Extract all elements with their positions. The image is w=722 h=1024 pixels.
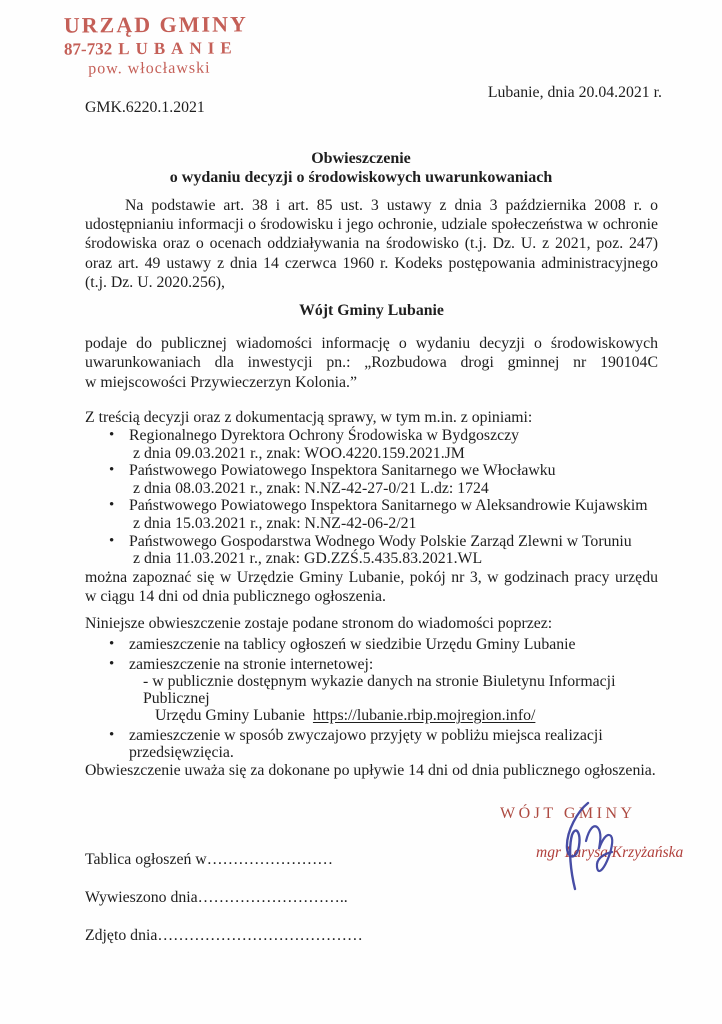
website-url-link[interactable]: https://lubanie.rbip.mojregion.info/ [312, 707, 536, 725]
posted-date-line: Wywieszono dnia……………………….. [85, 889, 348, 906]
stamp-district: pow. włocławski [88, 59, 211, 78]
signature-scribble [542, 799, 622, 894]
stamp-address-line [64, 39, 248, 57]
document-title: Obwieszczenie [311, 150, 411, 167]
signature-name: mgr Larysa Krzyżańska [536, 844, 684, 861]
distribution-list [85, 636, 658, 761]
stamp-city: LUBANIE [118, 38, 238, 59]
opinion-item [129, 427, 658, 462]
opinion-detail: z dnia 08.03.2021 r., znak: N.NZ-42-27-0/21 L.dz: 1724 [133, 479, 489, 497]
case-number: GMK.6220.1.2021 [85, 99, 205, 116]
authority-heading: Wójt Gminy Lubanie [299, 302, 444, 320]
document-title-block [0, 150, 722, 187]
opinion-item [129, 462, 658, 497]
signature-title: WÓJT GMINY [500, 805, 636, 822]
opinions-intro: Z treścią decyzji oraz z dokumentacją sprawy, w tym m.in. z opiniami: [85, 408, 533, 426]
opinion-name: • Regionalnego Dyrektora Ochrony Środowiska w Bydgoszczy [129, 427, 520, 445]
signature-block [500, 805, 684, 862]
legal-basis-paragraph: Na podstawie art. 38 i art. 85 ust. 3 ustawy z dnia 3 października 2008 r. o udostępnianiu informacji o środowisku i jego ochronie, udziale społeczeństwa w ochronie środowiska oraz o ocenach oddziaływania na środowisko (t.j. Dz. U. z 2021, poz. 247) oraz art. 49 ustawy z dnia 14 czerwca 1960 r. Kodeks postępowania administracyjnego (t.j. Dz. U. 2020.256), [85, 197, 658, 291]
opinion-item [129, 533, 658, 568]
opinion-detail: z dnia 11.03.2021 r., znak: GD.ZZŚ.5.435.83.2021.WL [133, 550, 483, 568]
removed-date-line: Zdjęto dnia………………………………… [85, 927, 363, 944]
opinions-list [85, 427, 658, 568]
stamp-postal-code: 87-732 [63, 39, 113, 59]
closing-paragraph: Obwieszczenie uważa się za dokonane po upływie 14 dni od dnia publicznego ogłoszenia. [85, 762, 656, 780]
stamp-org-name: URZĄD GMINY [63, 11, 248, 38]
office-stamp [64, 13, 248, 77]
dateline: Lubanie, dnia 20.04.2021 r. [487, 84, 662, 101]
document-subtitle: o wydaniu decyzji o środowiskowych uwarunkowaniach [169, 168, 553, 186]
opinion-detail: z dnia 15.03.2021 r., znak: N.NZ-42-06-2/21 [133, 515, 417, 532]
document-body [85, 196, 658, 781]
footer-notes [85, 852, 363, 966]
website-item-detail: - w publicznie dostępnym wykazie danych na stronie Biuletynu Informacji Publicznej [143, 672, 616, 707]
distribution-intro: Niniejsze obwieszczenie zostaje podane stronom do wiadomości poprzez: [85, 615, 553, 633]
opinion-name: • Państwowego Gospodarstwa Wodnego Wody Polskie Zarząd Zlewni w Toruniu [129, 532, 632, 550]
opinion-name: • Państwowego Powiatowego Inspektora Sanitarnego we Włocławku [129, 462, 556, 480]
website-item-label: • zamieszczenie na stronie internetowej: [129, 655, 374, 673]
distribution-item-customary: • zamieszczenie w sposób zwyczajowo przyjęty w pobliżu miejsca realizacji przedsięwzięcia. [129, 727, 658, 761]
website-detail2-prefix: Urzędu Gminy Lubanie [155, 707, 306, 725]
opinion-item [129, 497, 658, 532]
website-item-detail2 [129, 707, 658, 724]
announcement-paragraph: podaje do publicznej wiadomości informację o wydaniu decyzji o środowiskowych uwarunkowaniach dla inwestycji pn.: „Rozbudowa drogi gminnej nr 190104C w miejscowości Przywieczerzyn Kolonia.” [85, 335, 658, 391]
distribution-item-board: • zamieszczenie na tablicy ogłoszeń w siedzibie Urzędu Gminy Lubanie [129, 636, 658, 653]
distribution-item-website [129, 656, 658, 725]
opinion-detail: z dnia 09.03.2021 r., znak: WOO.4220.159.2021.JM [133, 444, 465, 462]
opinion-name: • Państwowego Powiatowego Inspektora Sanitarnego w Aleksandrowie Kujawskim [129, 497, 648, 515]
board-location-line: Tablica ogłoszeń w…………………… [85, 851, 334, 868]
access-paragraph: można zapoznać się w Urzędzie Gminy Lubanie, pokój nr 3, w godzinach pracy urzędu w ciągu 14 dni od dnia publicznego ogłoszenia. [85, 568, 658, 605]
